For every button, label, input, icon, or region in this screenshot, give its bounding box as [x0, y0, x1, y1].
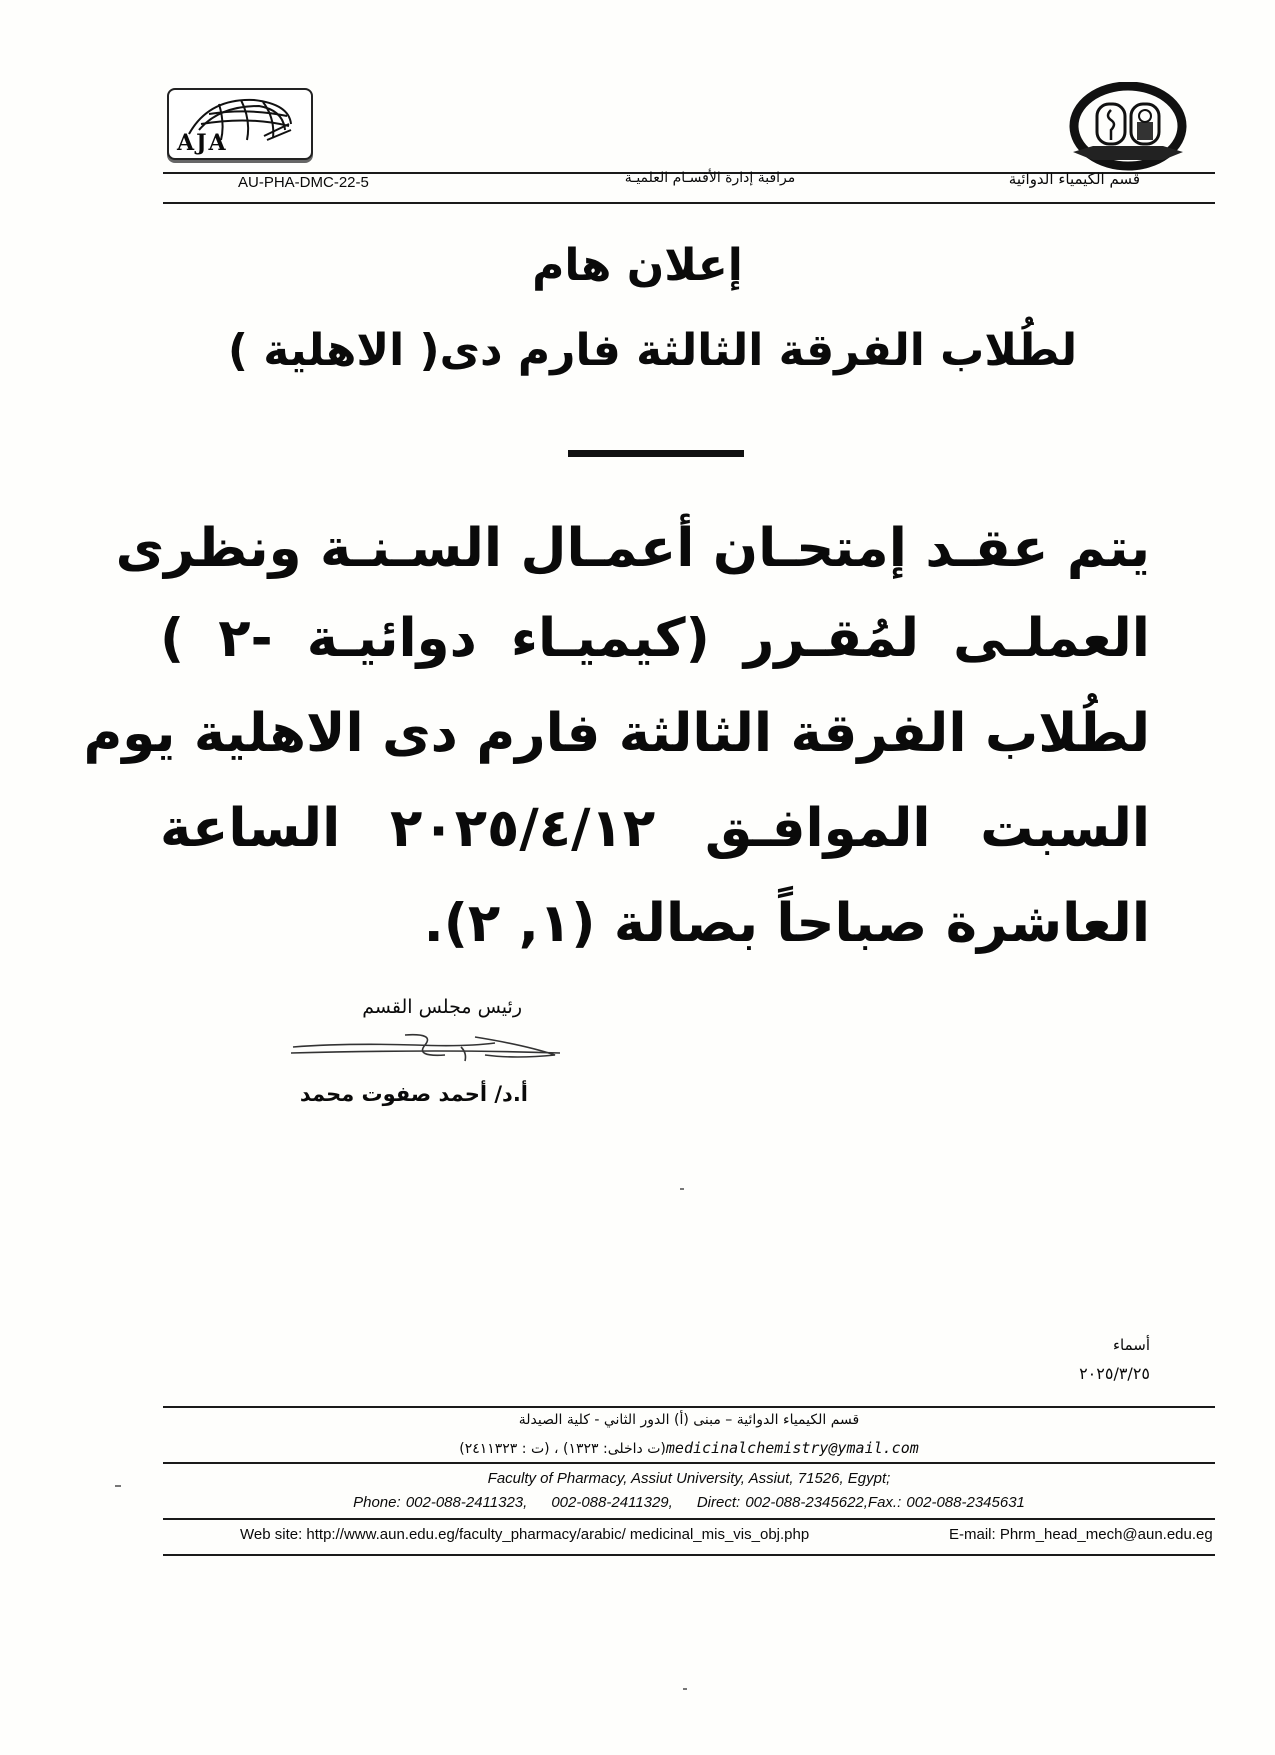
signature-title: رئيس مجلس القسم: [362, 996, 522, 1018]
university-emblem: [1063, 82, 1193, 172]
footer-phone-2: 002-088-2411329,: [551, 1494, 673, 1511]
scan-speck: [683, 1688, 687, 1690]
signature-scribble: [285, 1025, 565, 1079]
issue-date: ٢٠٢٥/٣/٢٥: [1079, 1364, 1150, 1383]
header-center-label: مراقبة إدارة الأقسـام العلميـة: [624, 170, 796, 186]
footer-website[interactable]: Web site: http://www.aun.edu.eg/faculty_pharmacy/arabic/ medicinal_mis_vis_obj.php: [240, 1526, 810, 1543]
announcement-title: إعلان هام: [532, 240, 743, 291]
footer-arabic-address: قسم الكيمياء الدوائية – مبنى (أ) الدور الثاني - كلية الصيدلة: [518, 1412, 860, 1428]
footer-phone-1: Phone: 002-088-2411323,: [353, 1494, 528, 1511]
footer-contact-phones: (ت داخلى: ١٣٢٣) ، (ت : ٢٤١١٣٢٣): [459, 1441, 666, 1457]
footer-email[interactable]: E-mail: Phrm_head_mech@aun.edu.eg: [949, 1526, 1213, 1543]
footer-phones: [163, 1494, 1215, 1511]
footer-rule-1: [163, 1406, 1215, 1408]
signatory-name: أ.د/ أحمد صفوت محمد: [299, 1082, 528, 1106]
body-line-1: يتم عقـد إمتحـان أعمـال السـنـة ونظرى: [115, 518, 1150, 579]
prepared-by: أسماء: [1112, 1336, 1150, 1354]
title-divider: [568, 450, 744, 457]
body-line-2: العملـى لمُقـرر (كيميـاء دوائيـة -٢ ): [160, 608, 1150, 669]
footer-rule-2: [163, 1462, 1215, 1464]
aja-logo-text: AJA: [177, 130, 228, 156]
body-line-3: لطُلاب الفرقة الثالثة فارم دى الاهلية يوم: [83, 703, 1150, 764]
footer-arabic-contact: [163, 1439, 1215, 1457]
footer-rule-3: [163, 1518, 1215, 1520]
body-line-4: السبت الموافـق ٢٠٢٥/٤/١٢ الساعة: [160, 798, 1151, 859]
body-line-5: العاشرة صباحاً بصالة (١, ٢).: [423, 893, 1150, 954]
footer-address-en: Faculty of Pharmacy, Assiut University, Assiut, 71526, Egypt;: [487, 1470, 891, 1487]
header-bottom-rule: [163, 202, 1215, 204]
department-name: قسم الكيمياء الدوائية: [1008, 170, 1140, 188]
aja-logo: [167, 88, 313, 160]
scan-speck: [680, 1188, 684, 1190]
footer-contact-email[interactable]: medicinalchemistry@ymail.com: [665, 1439, 919, 1457]
footer-rule-4: [163, 1554, 1215, 1556]
document-code: AU-PHA-DMC-22-5: [238, 174, 369, 191]
scan-speck: [115, 1485, 121, 1487]
announcement-subtitle: لطُلاب الفرقة الثالثة فارم دى( الاهلية ): [227, 325, 1078, 376]
footer-direct-fax: Direct: 002-088-2345622,Fax.: 002-088-2345631: [696, 1494, 1025, 1511]
